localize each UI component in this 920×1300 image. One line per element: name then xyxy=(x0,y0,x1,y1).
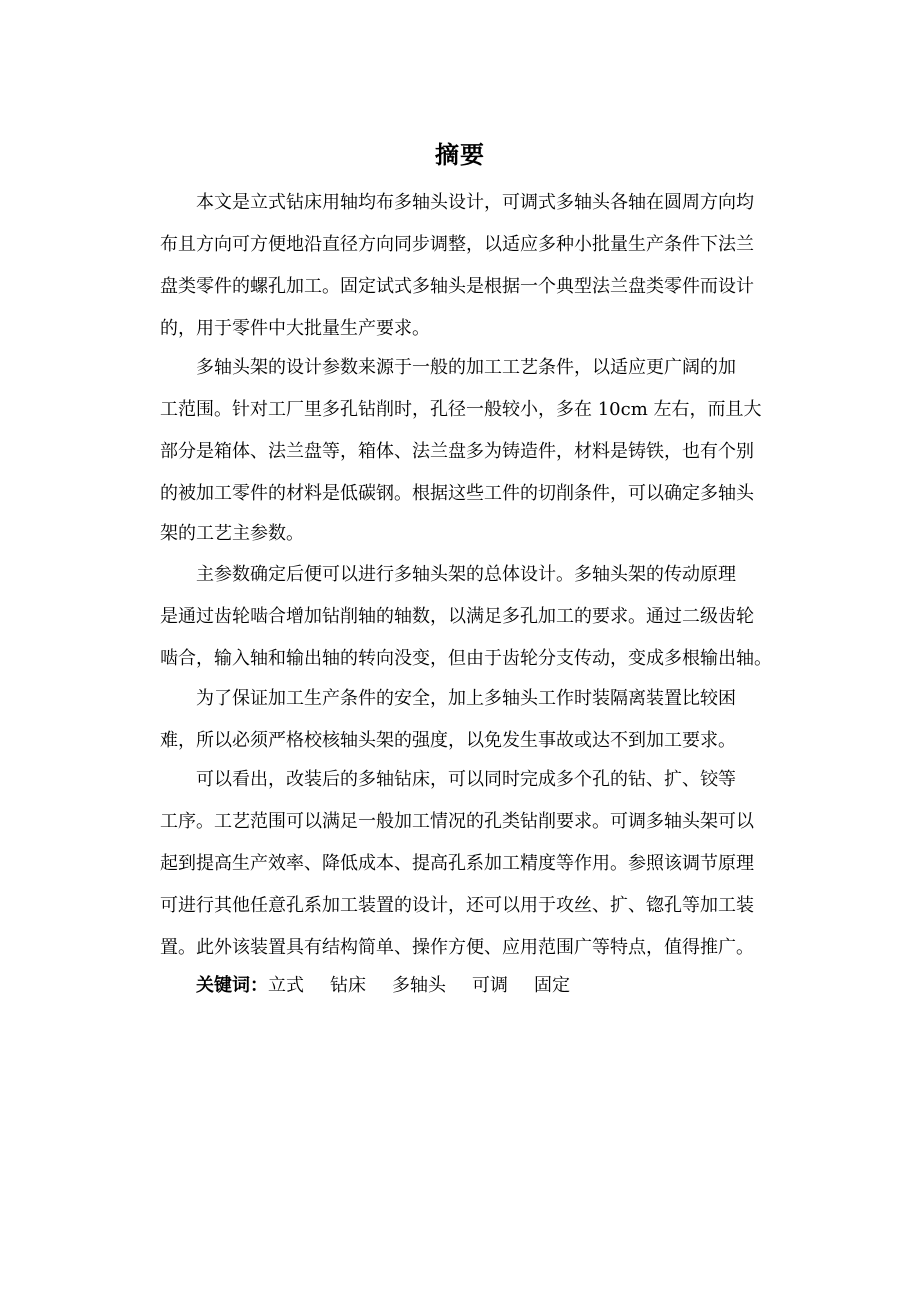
paragraph-line: 工序。工艺范围可以满足一般加工情况的孔类钻削要求。可调多轴头架可以 xyxy=(160,811,754,832)
paragraph-line: 是通过齿轮啮合增加钻削轴的轴数，以满足多孔加工的要求。通过二级齿轮 xyxy=(160,606,754,627)
paragraph-line: 的被加工零件的材料是低碳钢。根据这些工件的切削条件，可以确定多轴头 xyxy=(160,483,754,504)
keyword: 钻床 xyxy=(330,975,366,996)
paragraph-line: 部分是箱体、法兰盘等，箱体、法兰盘多为铸造件，材料是铸铁，也有个别 xyxy=(160,441,754,462)
paragraph-line: 盘类零件的螺孔加工。固定试式多轴头是根据一个典型法兰盘类零件而设计 xyxy=(160,276,754,297)
document-title: 摘要 xyxy=(435,140,485,169)
paragraph-line: 主参数确定后便可以进行多轴头架的总体设计。多轴头架的传动原理 xyxy=(196,564,736,585)
paragraph-line: 难，所以必须严格校核轴头架的强度，以免发生事故或达不到加工要求。 xyxy=(160,730,736,751)
keywords-label: 关键词： xyxy=(196,975,268,996)
keywords-row xyxy=(196,974,596,998)
paragraph-line: 工范围。针对工厂里多孔钻削时，孔径一般较小，多在 10cm 左右，而且大 xyxy=(160,399,762,420)
keyword: 固定 xyxy=(534,975,570,996)
keyword: 多轴头 xyxy=(392,975,446,996)
paragraph-line: 起到提高生产效率、降低成本、提高孔系加工精度等作用。参照该调节原理 xyxy=(160,853,754,874)
keyword: 立式 xyxy=(268,975,304,996)
paragraph-line: 架的工艺主参数。 xyxy=(160,523,304,544)
paragraph-line: 置。此外该装置具有结构简单、操作方便、应用范围广等特点，值得推广。 xyxy=(160,937,754,958)
keyword: 可调 xyxy=(472,975,508,996)
paragraph-line: 布且方向可方便地沿直径方向同步调整，以适应多种小批量生产条件下法兰 xyxy=(160,234,754,255)
paragraph-line: 多轴头架的设计参数来源于一般的加工工艺条件，以适应更广阔的加 xyxy=(196,357,736,378)
paragraph-line: 本文是立式钻床用轴均布多轴头设计，可调式多轴头各轴在圆周方向均 xyxy=(196,192,754,213)
paragraph-line: 可进行其他任意孔系加工装置的设计，还可以用于攻丝、扩、锪孔等加工装 xyxy=(160,895,754,916)
paragraph-line: 啮合，输入轴和输出轴的转向没变，但由于齿轮分支传动，变成多根输出轴。 xyxy=(160,648,772,669)
paragraph-line: 为了保证加工生产条件的安全，加上多轴头工作时装隔离装置比较困 xyxy=(196,688,736,709)
paragraph-line: 可以看出，改装后的多轴钻床，可以同时完成多个孔的钻、扩、铰等 xyxy=(196,769,736,790)
paragraph-line: 的，用于零件中大批量生产要求。 xyxy=(160,318,430,339)
